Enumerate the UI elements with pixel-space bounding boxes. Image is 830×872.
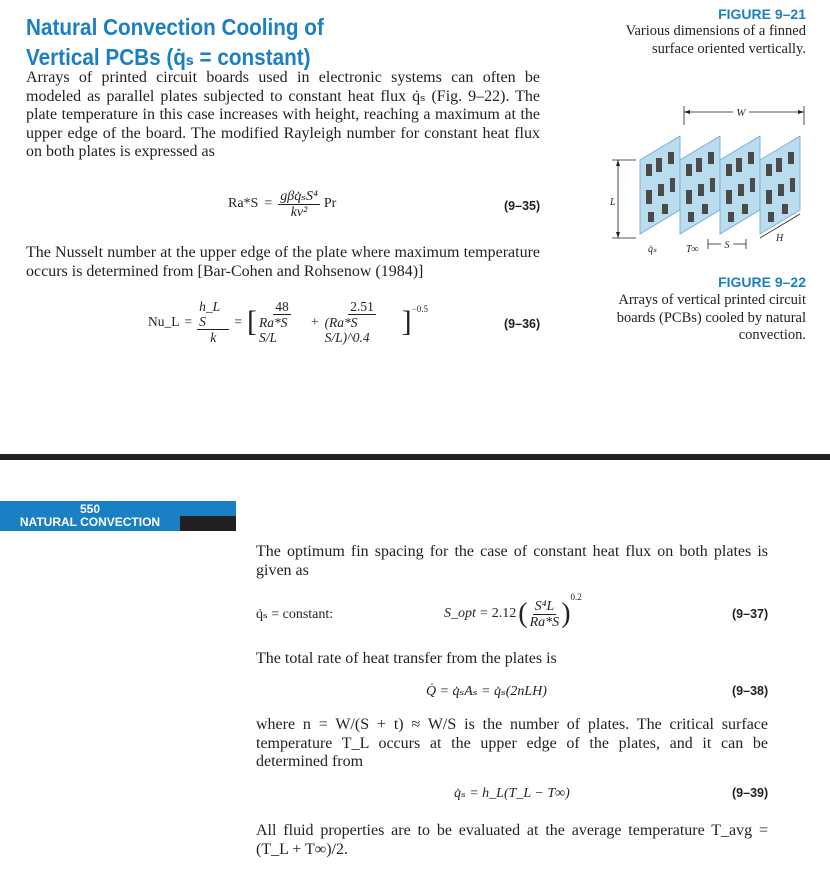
fig22-caption-line2: boards (PCBs) cooled by natural bbox=[616, 309, 806, 326]
eq37-exponent: 0.2 bbox=[570, 592, 582, 602]
equation-9-37: S_opt = 2.12 ( $\frac{\text{S⁴L}}{Ra*S}$ ) $^{0.2}$ bbox=[444, 592, 582, 630]
page-tab-accent bbox=[180, 516, 236, 531]
equation-9-36: Nu_L = $\frac{\text{h\_L S}}{k}$ = [ $\frac{48}{\text{Ra*S S/L}}$ + $\frac{2.51}{\text{(Ra*S S/L)\textasciicircum{}0.4}}$ ] $^{-0.5}$ bbox=[148, 299, 428, 345]
intro-paragraph: Arrays of printed circuit boards used in electronic systems can often be modeled as parallel plates subjected to constant heat flux q̇ₛ (Fig. 9–22). The plate temperature in this case increases with height, reaching a maximum at the upper edge of the board. The modified Rayleigh number for constant heat flux on both plates is expressed as bbox=[26, 69, 540, 160]
total-heat-paragraph: The total rate of heat transfer from the plates is bbox=[256, 650, 557, 667]
fig21-caption-line1: Various dimensions of a finned bbox=[625, 23, 806, 39]
eq37-lhs: S_opt bbox=[444, 606, 476, 621]
circuit-board-2 bbox=[680, 136, 720, 234]
eq-number-9-37: (9–37) bbox=[732, 607, 769, 621]
dim-l-label: L bbox=[610, 197, 616, 208]
circuit-board-1 bbox=[640, 136, 680, 234]
eq35-lhs: Ra*S bbox=[228, 196, 259, 211]
circuit-board-3 bbox=[720, 136, 760, 234]
eq37-numerator: S⁴L bbox=[534, 598, 555, 614]
dim-w-label: W bbox=[736, 107, 746, 119]
eq36-frac1-den: k bbox=[210, 330, 217, 345]
eq-number-9-35: (9–35) bbox=[504, 199, 541, 213]
chapter-title: NATURAL CONVECTION bbox=[19, 515, 161, 529]
eq36-frac1-num: h_L S bbox=[199, 299, 220, 329]
eq35-numerator: gβq̇ₛS⁴ bbox=[280, 188, 318, 204]
t-infinity-label: T∞ bbox=[686, 244, 699, 255]
fluid-properties-paragraph: All fluid properties are to be evaluated at the average temperature T_avg = (T_L + T∞)/2. bbox=[256, 822, 768, 858]
eq36-term1-den: Ra*S S/L bbox=[259, 315, 288, 345]
eq35-prandtl: Pr bbox=[323, 196, 337, 211]
figure-9-22-label: FIGURE 9–22 bbox=[718, 274, 806, 290]
section-heading bbox=[26, 12, 494, 72]
eq-number-9-36: (9–36) bbox=[504, 317, 541, 331]
eq36-exponent: −0.5 bbox=[411, 304, 428, 314]
equation-9-35: Ra*S = $\frac{\text{gβq̇ₛS⁴}}{\text{kν²}}$ Pr bbox=[228, 188, 337, 220]
critical-temperature-paragraph: where n = W/(S + t) ≈ W/S is the number of plates. The critical surface temperature T_L occurs at the upper edge of the plates, and it can be determined from bbox=[256, 716, 768, 770]
page-tab-text bbox=[0, 503, 180, 529]
pcb-array-diagram bbox=[596, 100, 816, 265]
equation-9-39: q̇ₛ = h_L(T_L − T∞) bbox=[454, 786, 570, 801]
circuit-board-4 bbox=[760, 136, 800, 234]
dim-h-label: H bbox=[776, 233, 784, 244]
section-heading-line1: Natural Convection Cooling of bbox=[26, 14, 324, 40]
fig21-caption-line2: surface oriented vertically. bbox=[651, 40, 806, 57]
nusselt-paragraph: The Nusselt number at the upper edge of the plate where maximum temperature occurs is determined from [Bar-Cohen and Rohsenow (1984)] bbox=[26, 244, 540, 280]
eq36-lhs: Nu_L bbox=[148, 314, 180, 329]
page-divider bbox=[0, 454, 830, 460]
figure-9-21-caption bbox=[560, 23, 806, 58]
eq36-term2-den: (Ra*S S/L)^0.4 bbox=[324, 315, 370, 345]
figure-9-22-caption bbox=[560, 292, 806, 345]
equation-9-38: Q̇ = q̇ₛAₛ = q̇ₛ(2nLH) bbox=[426, 684, 547, 699]
figure-9-21-label: FIGURE 9–21 bbox=[718, 6, 806, 22]
eq37-denominator: Ra*S bbox=[529, 614, 560, 630]
fig22-caption-line1: Arrays of vertical printed circuit bbox=[618, 292, 806, 308]
fig22-caption-line3: convection. bbox=[738, 327, 806, 343]
eq37-coefficient: 2.12 bbox=[491, 606, 517, 621]
eq36-term2-num: 2.51 bbox=[350, 299, 374, 314]
dim-s-label: S bbox=[724, 240, 730, 251]
eq-number-9-38: (9–38) bbox=[732, 684, 769, 698]
eq36-term1-num: 48 bbox=[275, 299, 289, 314]
section-heading-line2: Vertical PCBs (q̇ₛ = constant) bbox=[26, 44, 311, 70]
eq35-denominator: kν² bbox=[290, 204, 308, 220]
heat-flux-label: q̇ₛ bbox=[648, 244, 657, 255]
optimum-spacing-paragraph: The optimum fin spacing for the case of constant heat flux on both plates is given as bbox=[256, 543, 768, 579]
eq-number-9-39: (9–39) bbox=[732, 786, 769, 800]
eq37-condition: q̇ₛ = constant: bbox=[256, 607, 334, 622]
page-number: 550 bbox=[79, 502, 101, 516]
